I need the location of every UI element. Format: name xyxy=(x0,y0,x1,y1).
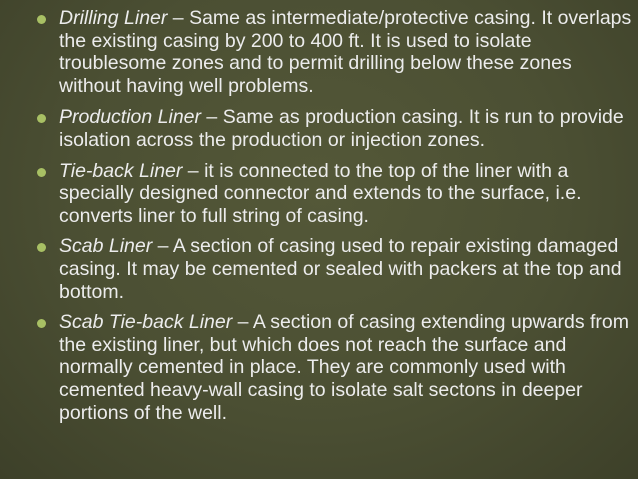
bullet-item-tie-back-liner xyxy=(0,160,638,228)
bullet-separator: – xyxy=(232,311,253,334)
bullet-term: Tie-back Liner xyxy=(59,159,183,182)
bullet-text: A section of casing used to repair existing damaged casing. It may be cemented or sealed with packers at the top and bottom. xyxy=(59,235,622,303)
bullet-item-drilling-liner xyxy=(0,7,638,97)
bullet-dot-icon xyxy=(37,15,46,24)
bullet-text: Same as intermediate/protective casing. It overlaps the existing casing by 200 to 400 ft. It is used to isolate troublesome zones and to permit drilling below these zones without having well problems. xyxy=(59,7,632,97)
bullet-separator: – xyxy=(182,159,205,182)
bullet-text: Same as production casing. It is run to provide isolation across the production or injection zones. xyxy=(59,106,624,151)
bullet-term: Drilling Liner xyxy=(59,7,168,29)
bullet-separator: – xyxy=(201,106,223,129)
bullet-dot-icon xyxy=(37,243,46,252)
bullet-dot-icon xyxy=(37,168,46,177)
bullet-term: Scab Liner xyxy=(59,235,153,258)
bullet-term: Scab Tie-back Liner xyxy=(59,311,233,334)
bullet-separator: – xyxy=(167,7,190,29)
bullet-dot-icon xyxy=(37,114,46,123)
bullet-separator: – xyxy=(152,235,173,258)
bullet-text: it is connected to the top of the liner with a specially designed connector and extends to the surface, i.e. converts liner to full string of casing. xyxy=(59,159,582,227)
bullet-item-scab-tie-back-liner xyxy=(0,311,638,424)
bullet-item-production-liner xyxy=(0,106,638,151)
bullet-term: Production Liner xyxy=(59,106,202,129)
bullet-item-scab-liner xyxy=(0,235,638,303)
bullet-text: A section of casing extending upwards from the existing liner, but which does not reach the surface and normally cemented in place. They are commonly used with cemented heavy-wall casing to isolate salt sectons in deeper portions of the well. xyxy=(59,311,629,424)
bullet-dot-icon xyxy=(37,319,46,328)
